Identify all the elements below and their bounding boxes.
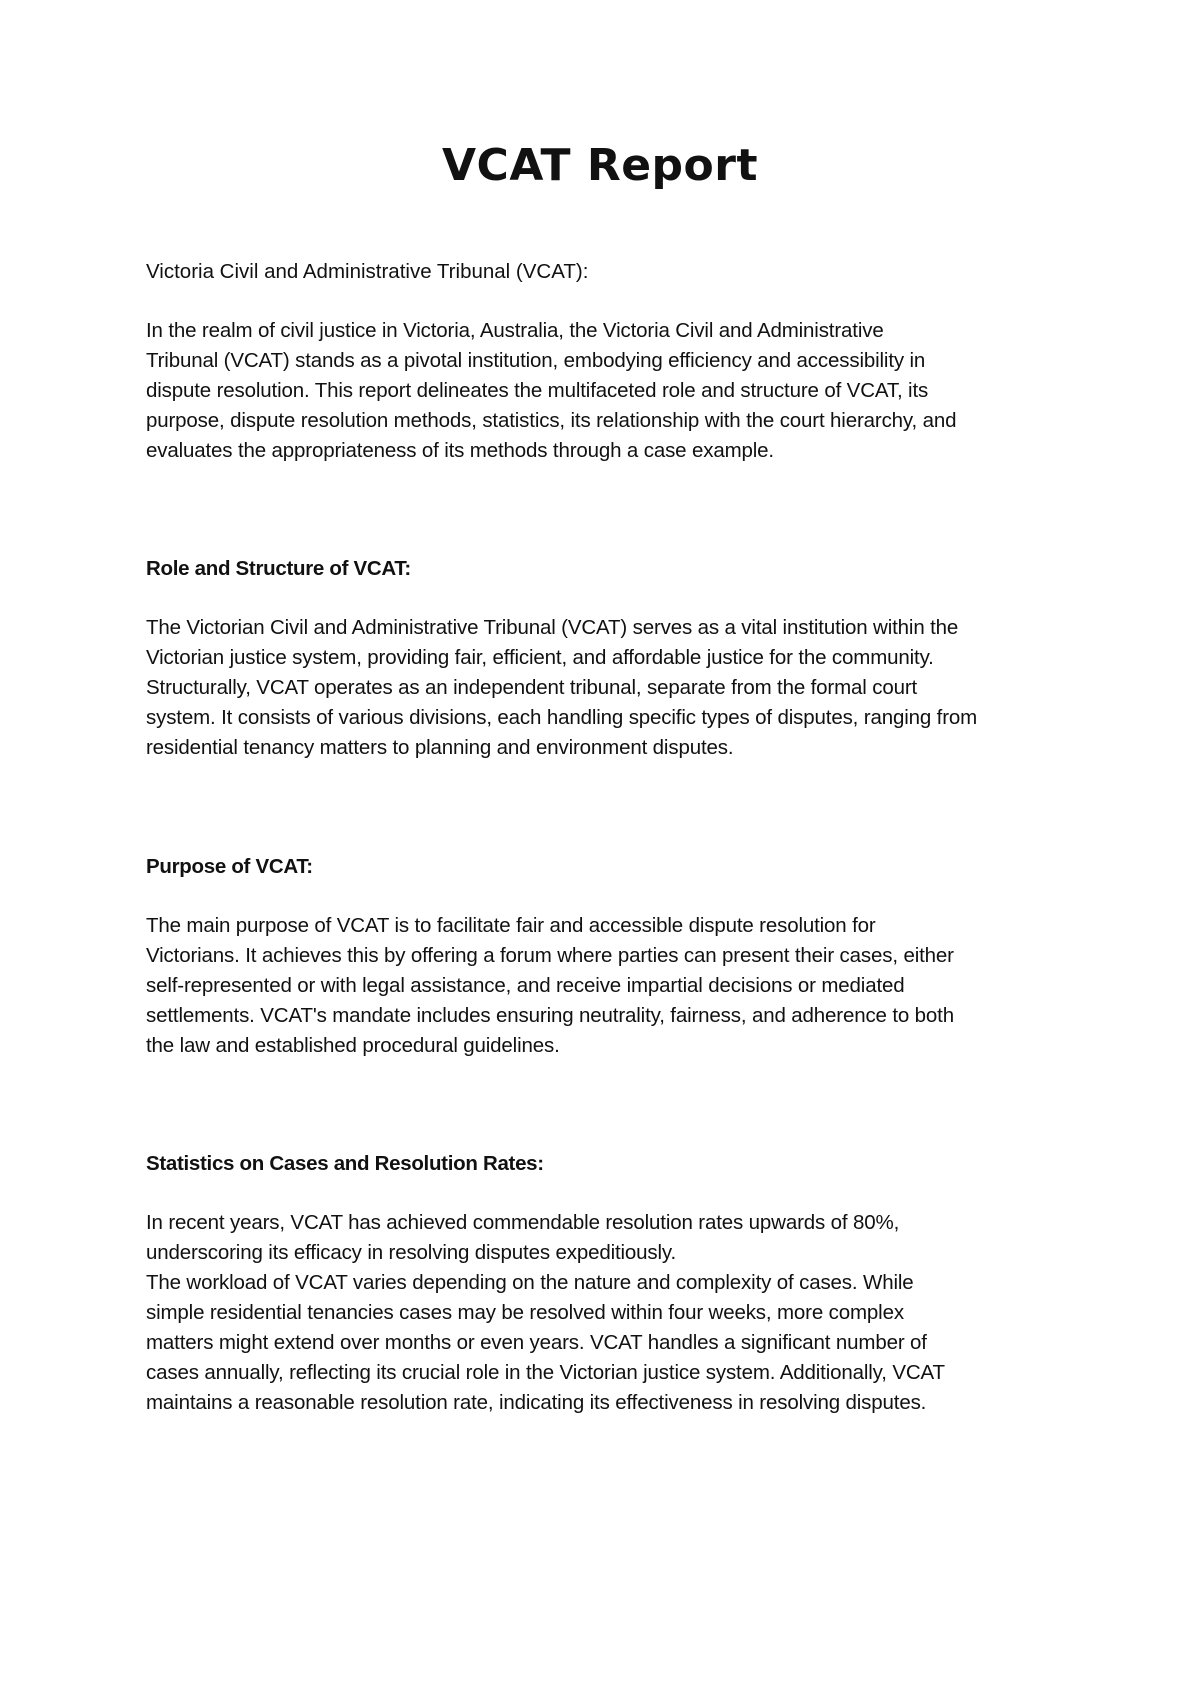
intro-paragraph [146,316,1076,466]
paragraph-line: The main purpose of VCAT is to facilitate fair and accessible dispute resolution for [146,914,876,937]
paragraph-line: maintains a reasonable resolution rate, indicating its effectiveness in resolving disputes. [146,1391,927,1414]
section-paragraph-statistics [146,1208,1076,1418]
paragraph-line: dispute resolution. This report delineates the multifaceted role and structure of VCAT, its [146,379,929,402]
paragraph-line: purpose, dispute resolution methods, statistics, its relationship with the court hierarchy, and [146,409,957,432]
paragraph-line: the law and established procedural guidelines. [146,1034,560,1057]
paragraph-line: matters might extend over months or even years. VCAT handles a significant number of [146,1331,927,1354]
paragraph-line: residential tenancy matters to planning and environment disputes. [146,736,734,759]
paragraph-line: simple residential tenancies cases may be resolved within four weeks, more complex [146,1301,904,1324]
paragraph-line: The workload of VCAT varies depending on the nature and complexity of cases. While [146,1271,914,1294]
section-paragraph-purpose [146,911,1076,1061]
section-heading-statistics: Statistics on Cases and Resolution Rates: [146,1152,544,1175]
paragraph-line: settlements. VCAT's mandate includes ensuring neutrality, fairness, and adherence to both [146,1004,954,1027]
paragraph-line: In recent years, VCAT has achieved commendable resolution rates upwards of 80%, [146,1211,900,1234]
paragraph-line: In the realm of civil justice in Victoria, Australia, the Victoria Civil and Administrative [146,319,884,342]
paragraph-line: cases annually, reflecting its crucial role in the Victorian justice system. Additionally, VCAT [146,1361,945,1384]
paragraph-line: Victorian justice system, providing fair, efficient, and affordable justice for the community. [146,646,934,669]
paragraph-line: Structurally, VCAT operates as an independent tribunal, separate from the formal court [146,676,918,699]
paragraph-line: system. It consists of various divisions, each handling specific types of disputes, ranging from [146,706,978,729]
intro-heading [146,257,1076,287]
section-paragraph-role-structure [146,613,1076,763]
paragraph-line: The Victorian Civil and Administrative Tribunal (VCAT) serves as a vital institution within the [146,616,959,639]
paragraph-line: evaluates the appropriateness of its methods through a case example. [146,439,774,462]
document-title: VCAT Report [442,140,758,191]
section-heading-role-structure: Role and Structure of VCAT: [146,557,411,580]
paragraph-line: Victorians. It achieves this by offering a forum where parties can present their cases, either [146,944,954,967]
paragraph-line: self-represented or with legal assistance, and receive impartial decisions or mediated [146,974,905,997]
paragraph-line: Tribunal (VCAT) stands as a pivotal institution, embodying efficiency and accessibility in [146,349,926,372]
section-heading-purpose: Purpose of VCAT: [146,855,313,878]
intro-heading-text: Victoria Civil and Administrative Tribunal (VCAT): [146,260,589,283]
paragraph-line: underscoring its efficacy in resolving disputes expeditiously. [146,1241,677,1264]
